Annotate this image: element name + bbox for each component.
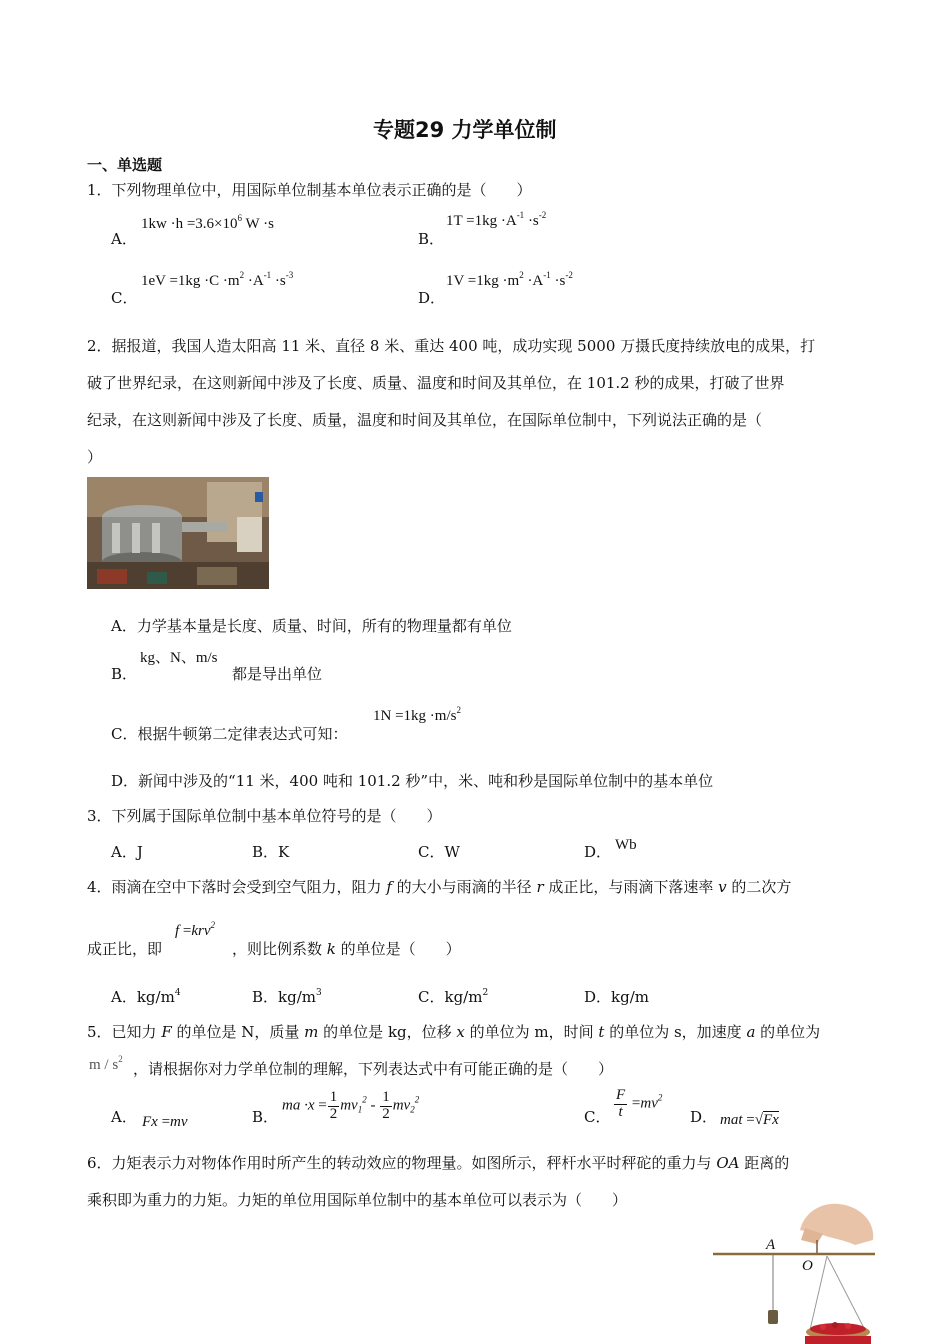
- q5-line2-text: ，请根据你对力学单位制的理解，下列表达式中有可能正确的是（ ）: [133, 1060, 614, 1078]
- q4-line2-pre: 成正比，即: [87, 940, 163, 958]
- q1-option-d-label: D．: [418, 289, 446, 307]
- q5-option-a-label: A．: [111, 1108, 137, 1126]
- q3-option-a: A．J: [111, 843, 143, 861]
- steelyard-illustration: [705, 1200, 880, 1344]
- q4-option-b: B．$kg/m^3$: [252, 988, 322, 1006]
- q3-option-c: C．W: [418, 843, 460, 861]
- label-a: A: [766, 1237, 776, 1253]
- q5-option-c-label: C．: [584, 1108, 611, 1126]
- q1-option-d-formula: $1V =1kg \cdot m^2 \cdot A^{-1} \cdot s^{-2}$: [446, 270, 573, 289]
- q3-stem: 3．下列属于国际单位制中基本单位符号的是（ ）: [87, 807, 442, 825]
- q2-option-b-label: B．: [111, 665, 138, 683]
- q6-line1: 6．力矩表示力对物体作用时所产生的转动效应的物理量。如图所示，秤杆水平时秤砣的重力与 OA 距离的: [87, 1154, 790, 1172]
- q5-option-b-formula: ma ·x = $\frac{1}{2}$ $mv_1^2$ - $\frac{1}{2}$ $mv_2^2$: [282, 1089, 420, 1122]
- q5-unit: m / $s^2$: [89, 1054, 123, 1073]
- q1-stem: 1．下列物理单位中，用国际单位制基本单位表示正确的是（ ）: [87, 181, 532, 199]
- q2-option-c-formula: $1N =1kg \cdot m/s^2$: [373, 705, 461, 724]
- q1-option-a-formula: $1kw \cdot h =3.6\times 10^6$ W ·s: [141, 213, 274, 232]
- q2-option-b-text: 都是导出单位: [232, 665, 323, 683]
- label-o: O: [802, 1258, 813, 1274]
- q4-option-c: C．$kg/m^2$: [418, 988, 489, 1006]
- q2-line4: ）: [87, 448, 103, 466]
- q4-line2-post: ，则比例系数 k 的单位是（ ）: [232, 940, 461, 958]
- q1-option-c-formula: $1eV =1kg \cdot C \cdot m^2 \cdot A^{-1} \cdot s^{-3}$: [141, 270, 294, 289]
- q1-option-b-label: B．: [418, 230, 445, 248]
- q5-option-d-formula: mat =√Fx: [720, 1112, 779, 1128]
- q4-formula: f =krv$^2$: [175, 920, 216, 939]
- q3-option-b: B．K: [252, 843, 290, 861]
- q6-line2: 乘积即为重力的力矩。力矩的单位用国际单位制中的基本单位可以表示为（ ）: [87, 1191, 628, 1209]
- q5-option-a-formula: Fx =mv: [142, 1114, 188, 1130]
- q2-option-a: A．力学基本量是长度、质量、时间，所有的物理量都有单位: [111, 617, 512, 635]
- q3-option-d-label: D．: [584, 843, 612, 861]
- q4-option-a: A．$kg/m^4$: [111, 988, 181, 1006]
- q2-option-b-units: kg、N、m/s: [140, 650, 218, 666]
- q2-line1: 2．据报道，我国人造太阳高 11 米、直径 8 米、重达 400 吨，成功实现 5000 万摄氏度持续放电的成果，打: [87, 337, 816, 355]
- q1-option-a-label: A．: [111, 230, 137, 248]
- q4-line1: 4．雨滴在空中下落时会受到空气阻力，阻力 f 的大小与雨滴的半径 r 成正比，与雨滴下落速率 v 的二次方: [87, 878, 792, 896]
- q1-option-b-formula: $1T =1kg \cdot A^{-1} \cdot s^{-2}$: [446, 210, 547, 229]
- q5-option-b-label: B．: [252, 1108, 279, 1126]
- q2-option-d: D．新闻中涉及的“11 米，400 吨和 101.2 秒”中，米、吨和秒是国际单位制中的基本单位: [111, 772, 714, 790]
- q1-option-c-label: C．: [111, 289, 138, 307]
- q5-line1: 5．已知力 F 的单位是 N，质量 m 的单位是 kg，位移 x 的单位为 m，时间 t 的单位为 s，加速度 a 的单位为: [87, 1023, 821, 1041]
- q2-line3: 纪录，在这则新闻中涉及了长度、质量，温度和时间及其单位，在国际单位制中，下列说法正确的是（: [87, 411, 763, 429]
- section-heading: 一、单选题: [87, 156, 163, 174]
- q2-line2: 破了世界纪录，在这则新闻中涉及了长度、质量、温度和时间及其单位，在 101.2 秒的成果，打破了世界: [87, 374, 785, 392]
- q3-option-d-symbol: Wb: [615, 837, 637, 853]
- q2-option-c-text: C．根据牛顿第二定律表达式可知：: [111, 725, 348, 743]
- tokamak-photo: [87, 477, 269, 589]
- page-title: 专题29 力学单位制: [373, 118, 557, 142]
- q5-option-d-label: D．: [690, 1108, 718, 1126]
- q4-option-d: D．kg/m: [584, 988, 649, 1006]
- q5-option-c-formula: $\frac{F}{t}$ $=mv^2$: [616, 1087, 663, 1120]
